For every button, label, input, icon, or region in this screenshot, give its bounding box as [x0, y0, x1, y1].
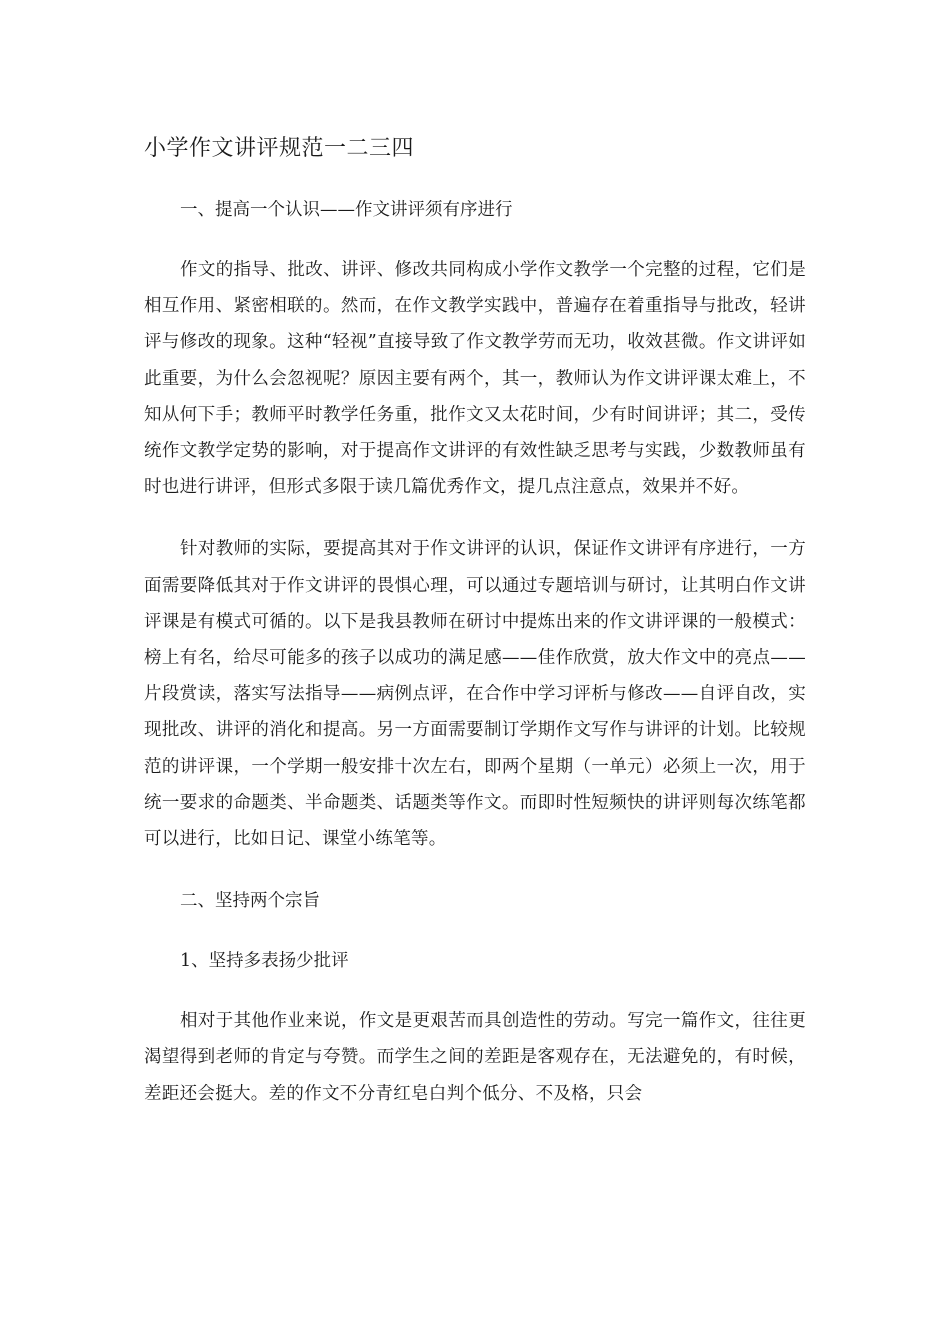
subsection-heading-1: 1、坚持多表扬少批评 [180, 951, 349, 972]
document-title: 小学作文讲评规范一二三四 [144, 136, 415, 161]
section-heading-1: 一、提高一个认识——作文讲评须有序进行 [180, 200, 513, 220]
document-body [144, 132, 806, 1138]
paragraph-2: 针对教师的实际，要提高其对于作文讲评的认识，保证作文讲评有序进行，一方面需要降低其对于作文讲评的畏惧心理，可以通过专题培训与研讨，让其明白作文讲评课是有模式可循的。以下是我县教师在研讨中提炼出来的作文讲评课的一般模式：榜上有名，给尽可能多的孩子以成功的满足感——佳作欣赏，放大作文中的亮点——片段赏读，落实写法指导——病例点评，在合作中学习评析与修改——自评自改，实现批改、讲评的消化和提高。另一方面需要制订学期作文写作与讲评的计划。比较规范的讲评课，一个学期一般安排十次左右，即两个星期（一单元）必须上一次，用于统一要求的命题类、半命题类、话题类等作文。而即时性短频快的讲评则每次练笔都可以进行，比如日记、课堂小练笔等。 [144, 539, 806, 850]
section-heading-2: 二、坚持两个宗旨 [180, 891, 320, 912]
paragraph-1: 作文的指导、批改、讲评、修改共同构成小学作文教学一个完整的过程，它们是相互作用、紧密相联的。然而，在作文教学实践中，普遍存在着重指导与批改，轻讲评与修改的现象。这种“轻视”直接导致了作文教学劳而无功，收效甚微。作文讲评如此重要，为什么会忽视呢？原因主要有两个，其一，教师认为作文讲评课太难上，不知从何下手；教师平时教学任务重，批作文又太花时间，少有时间讲评；其二，受传统作文教学定势的影响，对于提高作文讲评的有效性缺乏思考与实践，少数教师虽有时也进行讲评，但形式多限于读几篇优秀作文，提几点注意点，效果并不好。 [144, 260, 806, 498]
paragraph-3: 相对于其他作业来说，作文是更艰苦而具创造性的劳动。写完一篇作文，往往更渴望得到老师的肯定与夸赞。而学生之间的差距是客观存在，无法避免的，有时候，差距还会挺大。差的作文不分青红皂白判个低分、不及格，只会 [144, 1011, 806, 1104]
